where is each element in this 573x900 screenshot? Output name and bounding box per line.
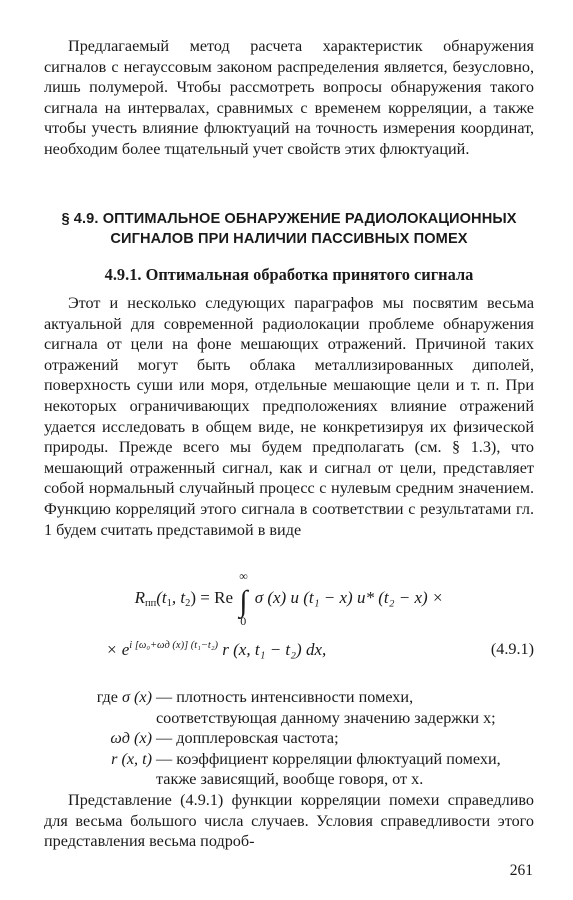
paragraph-main-text: Этот и несколько следующих параграфов мы посвятим весьма актуальной для современной радиолокации проблеме обнаружения сигнала от цели на фоне мешающих отражений. Причиной таких отражений могут быть облака металлизированных диполей, поверхность суши или моря, отдельные мешающие цели и т. п. При некоторых ограничивающих предположениях влияние отражений удается исследовать в общем виде, не конкретизируя их физической природы. Прежде всего мы будем предполагать (см. § 1.3), что мешающий отраженный сигнал, как и сигнал от цели, представляет собой нормальный случайный процесс с нулевым средним значением. Функцию корреляций этого сигнала в соответствии с результатами гл. 1 будем считать представимой в виде <box>44 294 534 539</box>
eq-lhs-args-pre: (t <box>156 588 167 607</box>
section-heading-line2: СИГНАЛОВ ПРИ НАЛИЧИИ ПАССИВНЫХ ПОМЕХ <box>110 231 468 247</box>
eq-line2-lead: × e <box>106 640 130 659</box>
where-word: где <box>96 688 118 706</box>
eq-integrand: σ (x) u (t₁ − x) u* (t₂ − x) × <box>254 588 444 607</box>
equation-line-2 <box>44 640 534 660</box>
paragraph-main <box>44 293 534 540</box>
subsection-heading: 4.9.1. Оптимальная обработка принятого сигнала <box>104 265 474 284</box>
paragraph-intro-text: Предлагаемый метод расчета характеристик обнаружения сигналов с негауссовым законом распределения является, безусловно, лишь полумерой. Чтобы рассмотреть вопросы обнаружения такого сигнала на интервалах, сравнимых с временем корреляции, а также чтобы учесть влияние флюктуаций на точность измерения координат, необходим более тщательный учет свойств этих флюктуаций. <box>44 37 534 158</box>
definition-term-symbol: r (x, t) <box>111 749 152 768</box>
definitions-list <box>44 687 534 790</box>
definition-term <box>44 687 152 728</box>
definition-row <box>44 749 534 790</box>
eq-exponent: i [ω₀+ωд (x)] (t₁−t₂) <box>129 640 218 651</box>
paragraph-closing <box>44 790 534 852</box>
definition-row <box>44 728 534 749</box>
integral-upper-limit: ∞ <box>239 569 248 583</box>
equation-number: (4.9.1) <box>490 640 534 658</box>
definition-term-symbol: ωд (x) <box>110 729 152 748</box>
equation-line-1: $R_{пп}(t_1$, $t_2) = Re$ ∫ ∞ 0 σ (x) u (t₁ − x) u* (t₂ − x) × <box>134 569 444 628</box>
eq-lhs-r: R <box>134 588 145 607</box>
section-heading-line1: § 4.9. ОПТИМАЛЬНОЕ ОБНАРУЖЕНИЕ РАДИОЛОКАЦИОННЫХ <box>61 211 517 227</box>
definition-text: — плотность интенсивности помехи, соответствующая данному значению задержки x; <box>156 688 496 727</box>
integral-sign: ∫ ∞ 0 <box>239 569 248 628</box>
section-heading <box>44 209 534 249</box>
paragraph-closing-text: Представление (4.9.1) функции корреляции помехи справедливо для весьма большого числа случаев. Условия справедливости этого представления весьма подроб- <box>44 791 534 851</box>
paragraph-intro <box>44 36 534 160</box>
definition-term-symbol: σ (x) <box>122 688 152 706</box>
definition-text: — коэффициент корреляции флюктуаций помехи, также зависящий, вообще говоря, от x. <box>156 749 501 789</box>
definition-term <box>44 728 152 749</box>
definition-term <box>44 749 152 790</box>
integral-lower-limit: 0 <box>240 614 247 628</box>
eq-lhs-sub: пп <box>144 598 157 609</box>
definition-row <box>44 687 534 728</box>
definition-text: — допплеровская частота; <box>156 729 339 748</box>
page-number: 261 <box>509 862 533 879</box>
eq-line2-tail: r (x, t₁ − t₂) dx, <box>222 640 327 659</box>
eq-lhs-args-mid: , t <box>171 588 186 607</box>
eq-lhs-args-post: ) = Re <box>190 588 233 607</box>
